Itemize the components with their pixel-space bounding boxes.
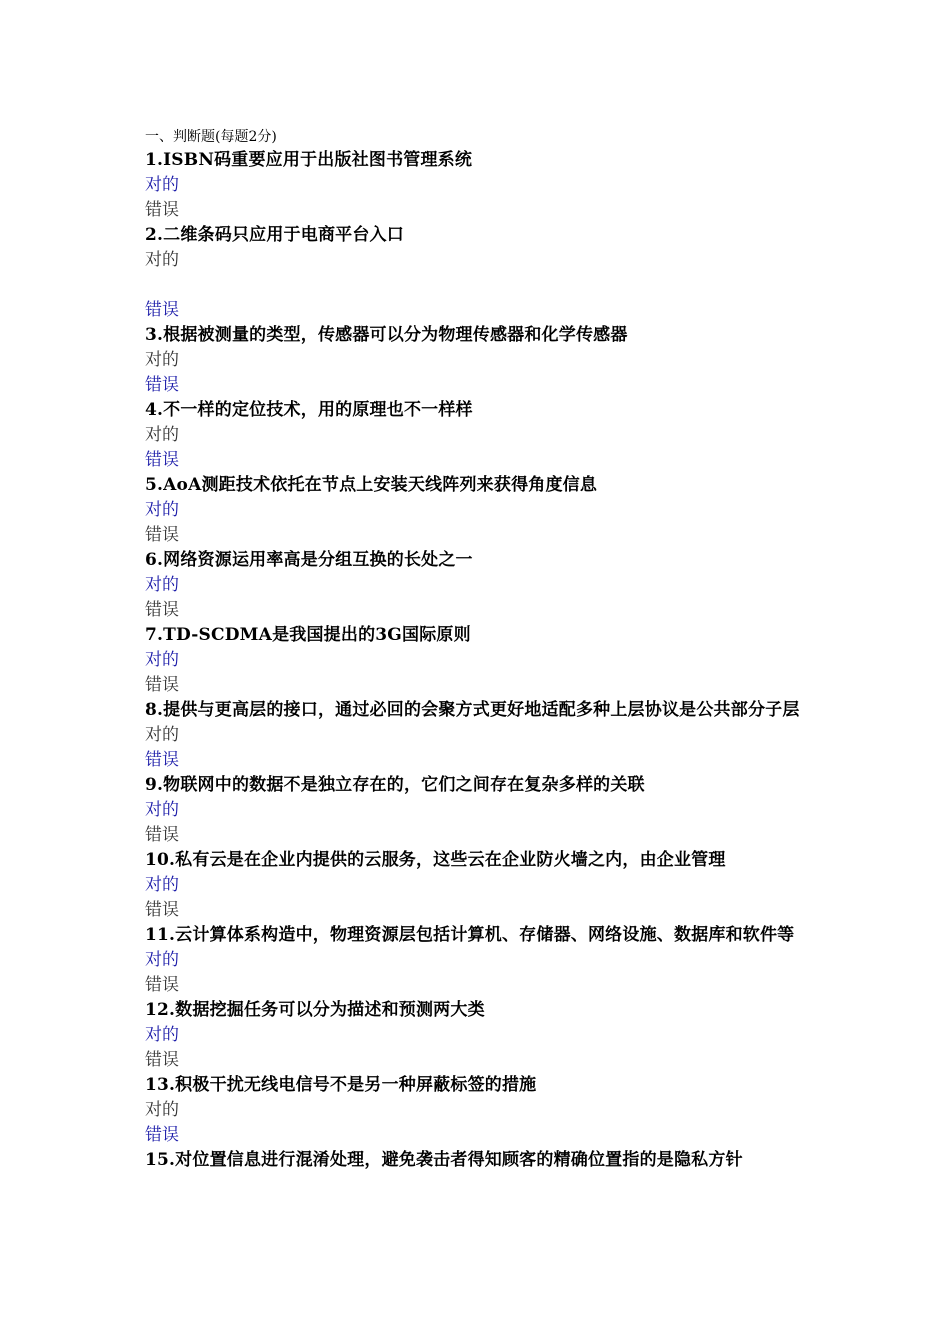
question-text: 2.二维条码只应用于电商平台入口 <box>145 225 404 245</box>
question-list <box>145 148 815 1173</box>
question-text: 7.TD-SCDMA是我国提出的3G国际原则 <box>145 625 471 645</box>
option-true[interactable]: 对的 <box>145 350 179 370</box>
question-text: 10.私有云是在企业内提供的云服务，这些云在企业防火墙之内，由企业管理 <box>145 850 726 870</box>
option-true[interactable]: 对的 <box>145 725 179 745</box>
question-text: 12.数据挖掘任务可以分为描述和预测两大类 <box>145 1000 485 1020</box>
option-false[interactable]: 错误 <box>145 975 179 995</box>
option-false[interactable]: 错误 <box>145 1125 179 1145</box>
option-false[interactable]: 错误 <box>145 300 179 320</box>
section-title: 一、判断题(每题2分) <box>145 129 277 145</box>
option-false[interactable]: 错误 <box>145 750 179 770</box>
option-true[interactable]: 对的 <box>145 250 179 270</box>
question-text: 15.对位置信息进行混淆处理，避免袭击者得知顾客的精确位置指的是隐私方针 <box>145 1150 743 1170</box>
option-false[interactable]: 错误 <box>145 525 179 545</box>
option-true[interactable]: 对的 <box>145 650 179 670</box>
question-text: 13.积极干扰无线电信号不是另一种屏蔽标签的措施 <box>145 1075 537 1095</box>
option-false[interactable]: 错误 <box>145 375 179 395</box>
option-false[interactable]: 错误 <box>145 600 179 620</box>
question-text: 9.物联网中的数据不是独立存在的，它们之间存在复杂多样的关联 <box>145 775 645 795</box>
option-true[interactable]: 对的 <box>145 500 179 520</box>
question-text: 6.网络资源运用率高是分组互换的长处之一 <box>145 550 473 570</box>
blank-line <box>145 273 815 298</box>
option-true[interactable]: 对的 <box>145 575 179 595</box>
question-text: 11.云计算体系构造中，物理资源层包括计算机、存储器、网络设施、数据库和软件等 <box>145 925 795 945</box>
question-text: 3.根据被测量的类型，传感器可以分为物理传感器和化学传感器 <box>145 325 628 345</box>
question-text: 5.AoA测距技术依托在节点上安装天线阵列来获得角度信息 <box>145 475 598 495</box>
document-body <box>145 126 815 1173</box>
option-true[interactable]: 对的 <box>145 950 179 970</box>
option-true[interactable]: 对的 <box>145 1025 179 1045</box>
option-false[interactable]: 错误 <box>145 1050 179 1070</box>
option-true[interactable]: 对的 <box>145 425 179 445</box>
option-false[interactable]: 错误 <box>145 450 179 470</box>
option-true[interactable]: 对的 <box>145 875 179 895</box>
question-text: 4.不一样的定位技术，用的原理也不一样样 <box>145 400 473 420</box>
option-true[interactable]: 对的 <box>145 800 179 820</box>
question-text: 1.ISBN码重要应用于出版社图书管理系统 <box>145 150 473 170</box>
option-false[interactable]: 错误 <box>145 900 179 920</box>
option-false[interactable]: 错误 <box>145 675 179 695</box>
option-true[interactable]: 对的 <box>145 1100 179 1120</box>
option-false[interactable]: 错误 <box>145 825 179 845</box>
option-false[interactable]: 错误 <box>145 200 179 220</box>
option-true[interactable]: 对的 <box>145 175 179 195</box>
question-text: 8.提供与更高层的接口，通过必回的会聚方式更好地适配多种上层协议是公共部分子层 <box>145 700 800 720</box>
